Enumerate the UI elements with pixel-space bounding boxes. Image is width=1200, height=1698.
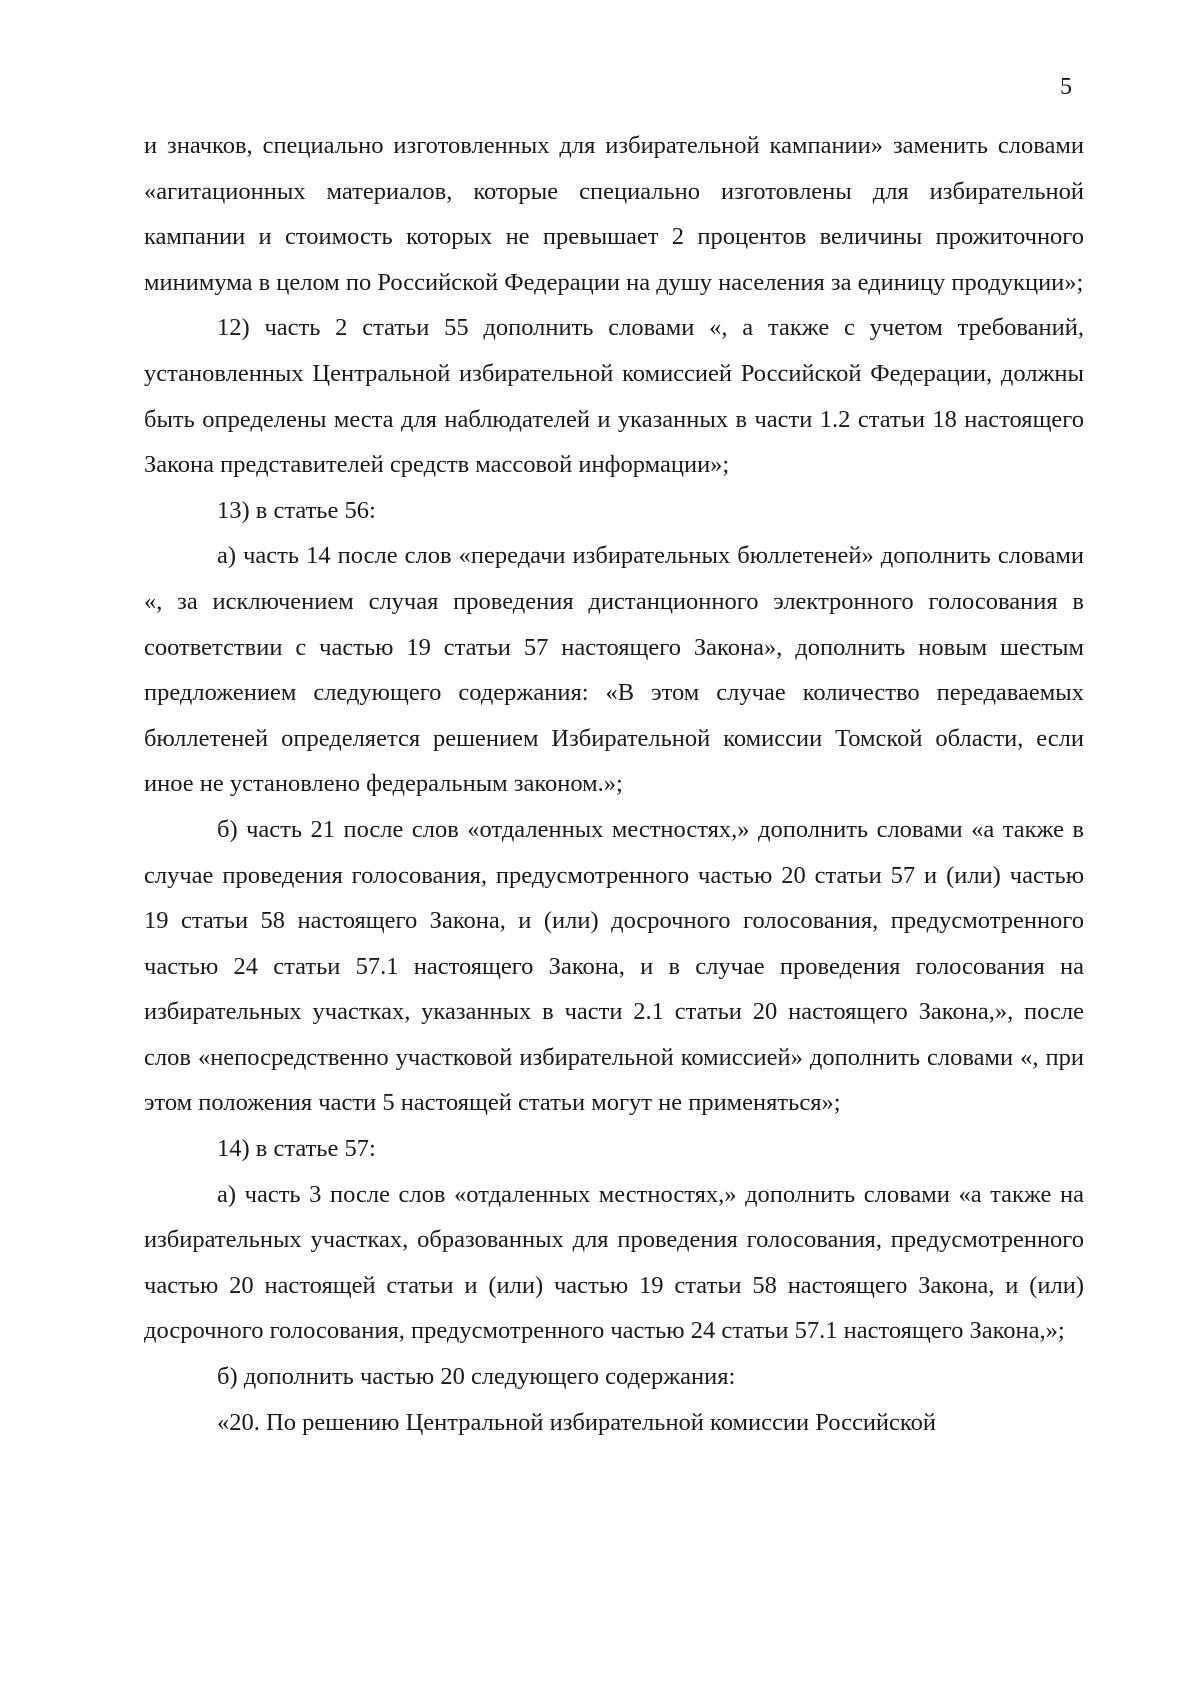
paragraph-item-13-heading: 13) в статье 56: [217,496,376,524]
paragraph-item-14b: б) дополнить частью 20 следующего содержания: [217,1363,736,1391]
paragraph-item-14a: а) часть 3 после слов «отдаленных местностях,» дополнить словами «а также на избирательных участках, образованных для проведения голосования, предусмотренного частью 20 настоящей статьи и (или) частью 19 статьи 58 настоящего Закона, и (или) досрочного голосования, предусмотренного частью 24 статьи 57.1 настоящего Закона,»; [144,1180,1084,1345]
document-body [144,123,1084,1445]
paragraph-part-20-start: «20. По решению Центральной избирательной комиссии Российской [217,1408,936,1436]
paragraph-continuation-item-11: и значков, специально изготовленных для избирательной кампании» заменить словами «агитационных материалов, которые специально изготовлены для избирательной кампании и стоимость которых не превышает 2 процентов величины прожиточного минимума в целом по Российской Федерации на душу населения за единицу продукции»; [144,132,1084,296]
paragraph-item-13a: а) часть 14 после слов «передачи избирательных бюллетеней» дополнить словами «, за исключением случая проведения дистанционного электронного голосования в соответствии с частью 19 статьи 57 настоящего Закона», дополнить новым шестым предложением следующего содержания: «В этом случае количество передаваемых бюллетеней определяется решением Избирательной комиссии Томской области, если иное не установлено федеральным законом.»; [144,542,1084,798]
page-number: 5 [1060,74,1072,100]
paragraph-item-13b: б) часть 21 после слов «отдаленных местностях,» дополнить словами «а также в случае проведения голосования, предусмотренного частью 20 статьи 57 и (или) частью 19 статьи 58 настоящего Закона, и (или) досрочного голосования, предусмотренного частью 24 статьи 57.1 настоящего Закона, и в случае проведения голосования на избирательных участках, указанных в части 2.1 статьи 20 настоящего Закона,», после слов «непосредственно участковой избирательной комиссией» дополнить словами «, при этом положения части 5 настоящей статьи могут не применяться»; [144,815,1084,1117]
paragraph-item-14-heading: 14) в статье 57: [217,1135,376,1163]
paragraph-item-12: 12) часть 2 статьи 55 дополнить словами «, а также с учетом требований, установленных Центральной избирательной комиссией Российской Федерации, должны быть определены места для наблюдателей и указанных в части 1.2 статьи 18 настоящего Закона представителей средств массовой информации»; [144,314,1084,479]
